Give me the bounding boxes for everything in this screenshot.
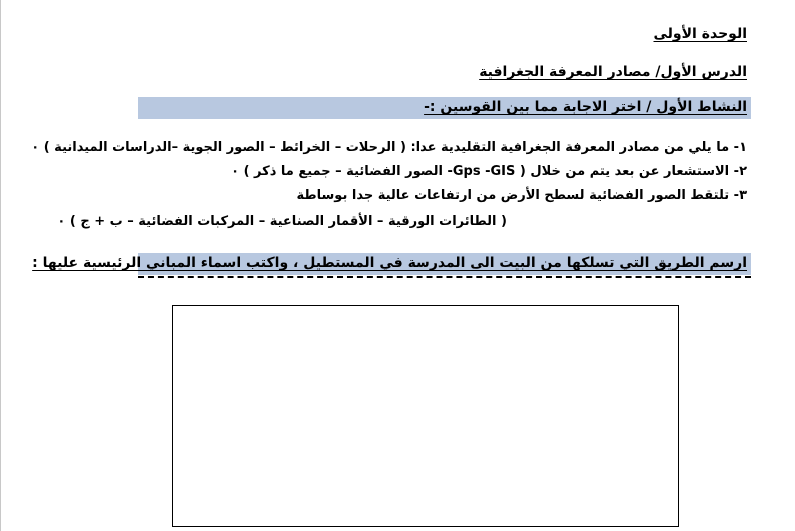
question-3-choices: ( الطائرات الورقية – الأقمار الصناعية – المركبات الفضائية – ب + ج ) ٠	[57, 214, 507, 229]
task-dashed-underline	[138, 276, 751, 278]
question-2: ٢- الاستشعار عن بعد يتم من خلال ( Gps -GIS- الصور الفضائية – جميع ما ذكر ) ٠	[231, 164, 747, 179]
question-1: ١- ما يلي من مصادر المعرفة الجغرافية التقليدية عدا: ( الرحلات – الخرائط – الصور الجوية –الدراسات الميدانية ) ٠	[31, 140, 747, 155]
task-title: ارسم الطريق التي تسلكها من البيت الى المدرسة في المستطيل ، واكتب اسماء المباني الرئيسية عليها :	[32, 255, 747, 271]
activity-title: النشاط الأول / اختر الاجابة مما بين القوسين :-	[424, 99, 747, 115]
unit-title: الوحدة الأولى	[653, 26, 747, 42]
drawing-rectangle[interactable]	[172, 305, 679, 527]
lesson-title: الدرس الأول/ مصادر المعرفة الجغرافية	[479, 64, 747, 80]
question-3: ٣- تلتقط الصور الفضائية لسطح الأرض من ارتفاعات عالية جدا بوساطة	[296, 188, 747, 203]
